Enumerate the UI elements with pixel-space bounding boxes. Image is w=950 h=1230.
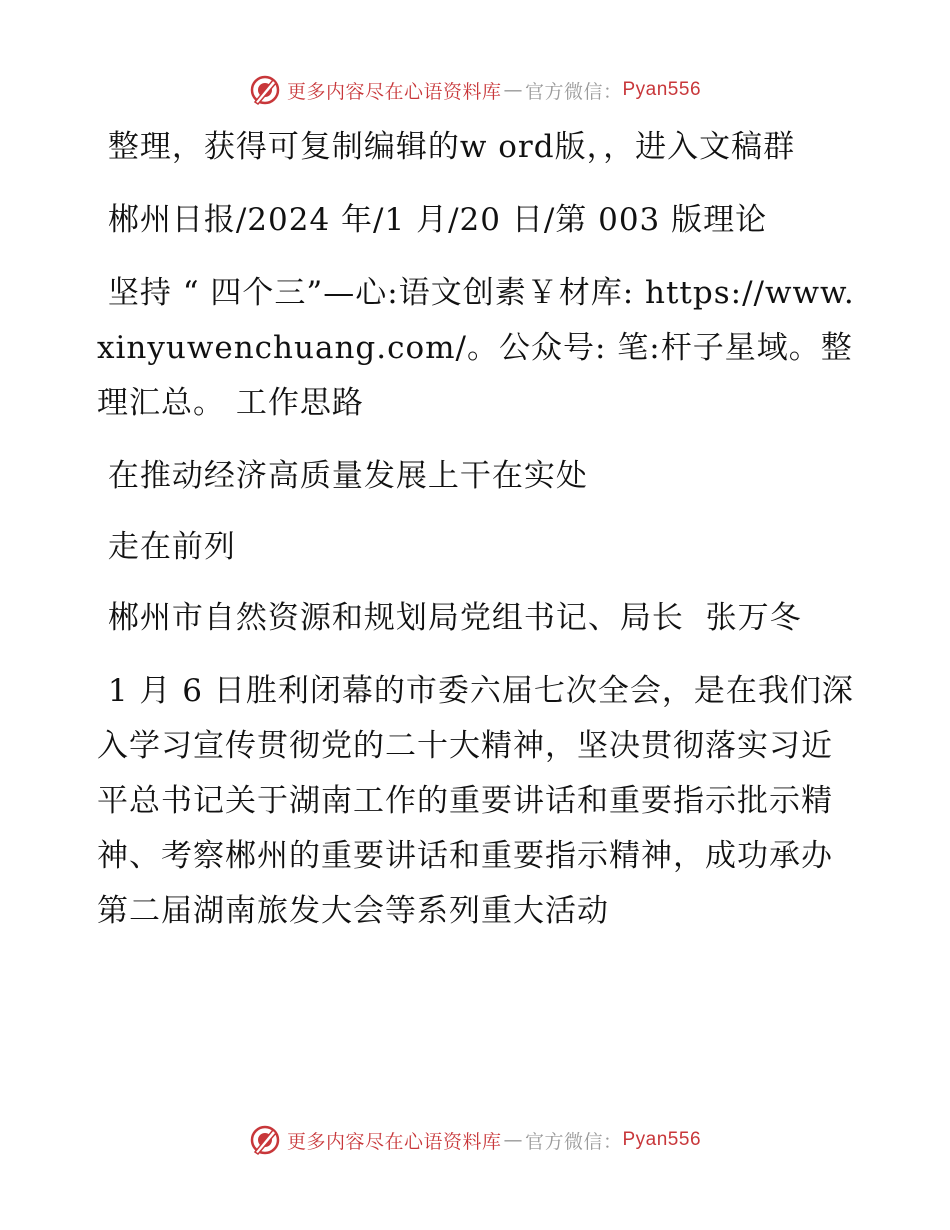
watermark-label: 官方微信： <box>524 80 623 103</box>
paragraph-kicker: 坚持 “ 四个三”—心:语文创素￥材库: https://www.xinyuwenchuang.com/。公众号: 笔:杆子星域。整理汇总。 工作思路 <box>97 275 855 421</box>
pen-logo-icon <box>249 74 281 106</box>
watermark-id: Pyan556 <box>622 79 702 100</box>
article-title-line-1: 在推动经济高质量发展上干在实处 <box>97 458 588 494</box>
pen-logo-icon <box>249 1124 281 1156</box>
watermark-label: 官方微信： <box>524 1130 623 1153</box>
header-watermark <box>0 70 950 110</box>
watermark-dash: — <box>503 1129 523 1151</box>
watermark-main-text: 更多内容尽在心语资料库 <box>286 80 502 103</box>
author-line: 郴州市自然资源和规划局党组书记、局长 张万冬 <box>97 600 802 636</box>
paragraph-source: 郴州日报/2024 年/1 月/20 日/第 003 版理论 <box>97 202 768 238</box>
paragraph-intro: 整理，获得可复制编辑的w ord版，，进入文稿群 <box>97 129 796 165</box>
document-body <box>97 120 857 957</box>
footer-watermark <box>0 1120 950 1160</box>
watermark-dash: — <box>503 79 523 101</box>
paragraph-body: 1 月 6 日胜利闭幕的市委六届七次全会，是在我们深入学习宣传贯彻党的二十大精神，坚决贯彻落实习近平总书记关于湖南工作的重要讲话和重要指示批示精神、考察郴州的重要讲话和重要指示精神，成功承办第二届湖南旅发大会等系列重大活动 <box>97 673 854 929</box>
article-title-line-2: 走在前列 <box>97 529 236 565</box>
watermark-id: Pyan556 <box>622 1129 702 1150</box>
watermark-main-text: 更多内容尽在心语资料库 <box>286 1130 502 1153</box>
